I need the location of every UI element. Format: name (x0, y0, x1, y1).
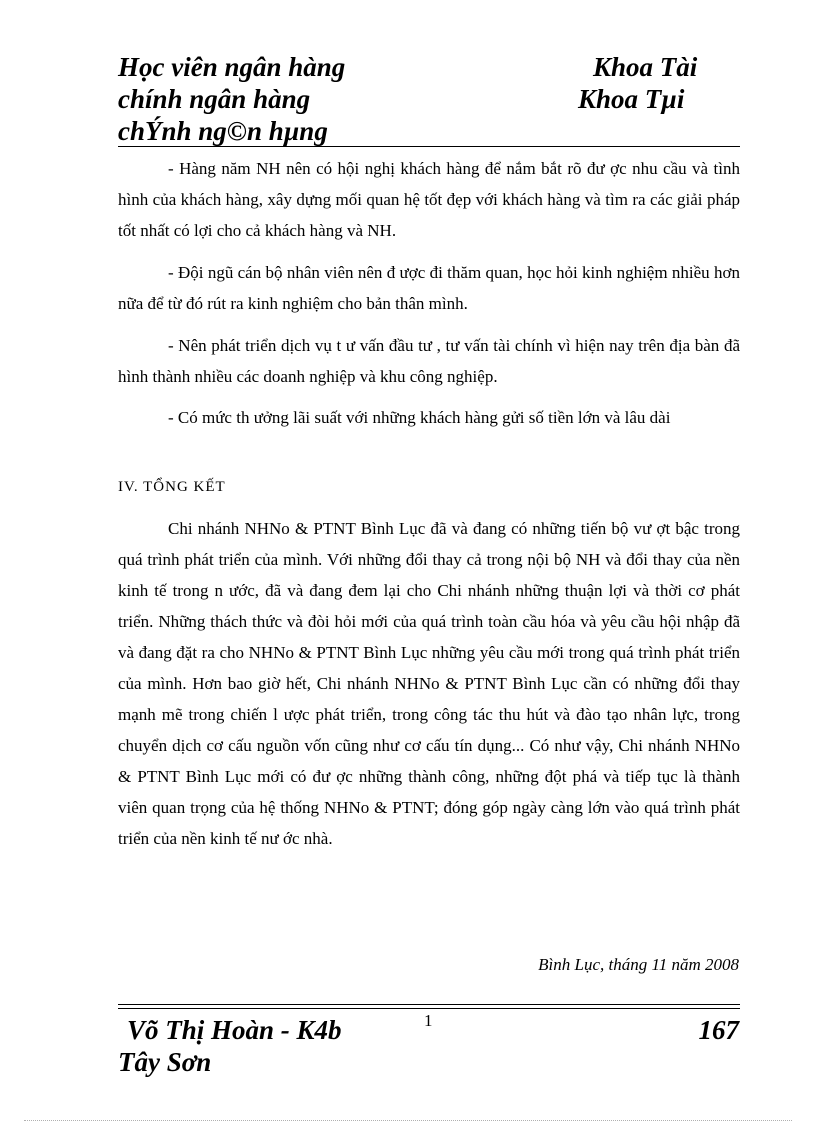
header-institution-line1: Học viên ngân hàng (118, 52, 346, 82)
paragraph-interest-rewards: - Có mức th ưởng lãi suất với những khách hàng gửi số tiền lớn và lâu dài (168, 408, 671, 427)
header-faculty-line1: Khoa Tài (593, 52, 698, 82)
section-heading: IV. TỔNG KẾT (118, 479, 226, 495)
header-divider (118, 146, 740, 147)
footnote-number: 1 (424, 1011, 433, 1030)
footer-divider-bottom (118, 1008, 740, 1009)
footer-author-line2: Tây Sơn (118, 1047, 212, 1077)
dateline: Bình Lục, tháng 11 năm 2008 (538, 955, 739, 974)
header-institution-line3: chÝnh ng©n hµng (118, 116, 328, 146)
footer-author-line1: Võ Thị Hoàn - K4b (127, 1015, 342, 1045)
paragraph-customer-conference: - Hàng năm NH nên có hội nghị khách hàng để nắm bắt rõ đư ợc nhu cầu và tình hình của khách hàng, xây dựng mối quan hệ tốt đẹp với khách hàng và tìm ra các giải pháp tốt nhất có lợi cho cả khách hàng và NH. (118, 159, 740, 240)
paragraph-summary: Chi nhánh NHNo & PTNT Bình Lục đã và đang có những tiến bộ vư ợt bậc trong quá trình phát triển của mình. Với những đổi thay cả trong nội bộ NH và đổi thay của nền kinh tế trong n ước, đã và đang đem lại cho Chi nhánh những thuận lợi và thời cơ phát triển. Những thách thức và đòi hỏi mới của quá trình toàn cầu hóa và yêu cầu hội nhập đã và đang đặt ra cho NHNo & PTNT Bình Lục những yêu cầu mới trong quá trình phát triển của mình. Hơn bao giờ hết, Chi nhánh NHNo & PTNT Bình Lục cần có những đổi thay mạnh mẽ trong chiến l ược phát triển, trong công tác thu hút và đào tạo nhân lực, trong chuyển dịch cơ cấu nguồn vốn cũng như cơ cấu tín dụng... Có như vậy, Chi nhánh NHNo & PTNT Bình Lục mới có đư ợc những thành công, những đột phá và tiếp tục là thành viên quan trọng của hệ thống NHNo & PTNT; đóng góp ngày càng lớn vào quá trình phát triển của nền kinh tế nư ớc nhà. (118, 519, 740, 848)
page-number: 167 (698, 1015, 739, 1045)
header-faculty-line2: Khoa Tµi (578, 84, 685, 114)
header-institution-line2: chính ngân hàng (118, 84, 311, 114)
paragraph-consulting-services: - Nên phát triển dịch vụ t ư vấn đầu tư , tư vấn tài chính vì hiện nay trên địa bàn đã hình thành nhiều các doanh nghiệp và khu công nghiệp. (118, 336, 740, 386)
page-edge-dotted-line (24, 1120, 792, 1121)
paragraph-staff-training: - Đội ngũ cán bộ nhân viên nên đ ược đi thăm quan, học hỏi kinh nghiệm nhiều hơn nữa để từ đó rút ra kinh nghiệm cho bản thân mình. (118, 263, 740, 313)
footer-divider-top (118, 1004, 740, 1005)
